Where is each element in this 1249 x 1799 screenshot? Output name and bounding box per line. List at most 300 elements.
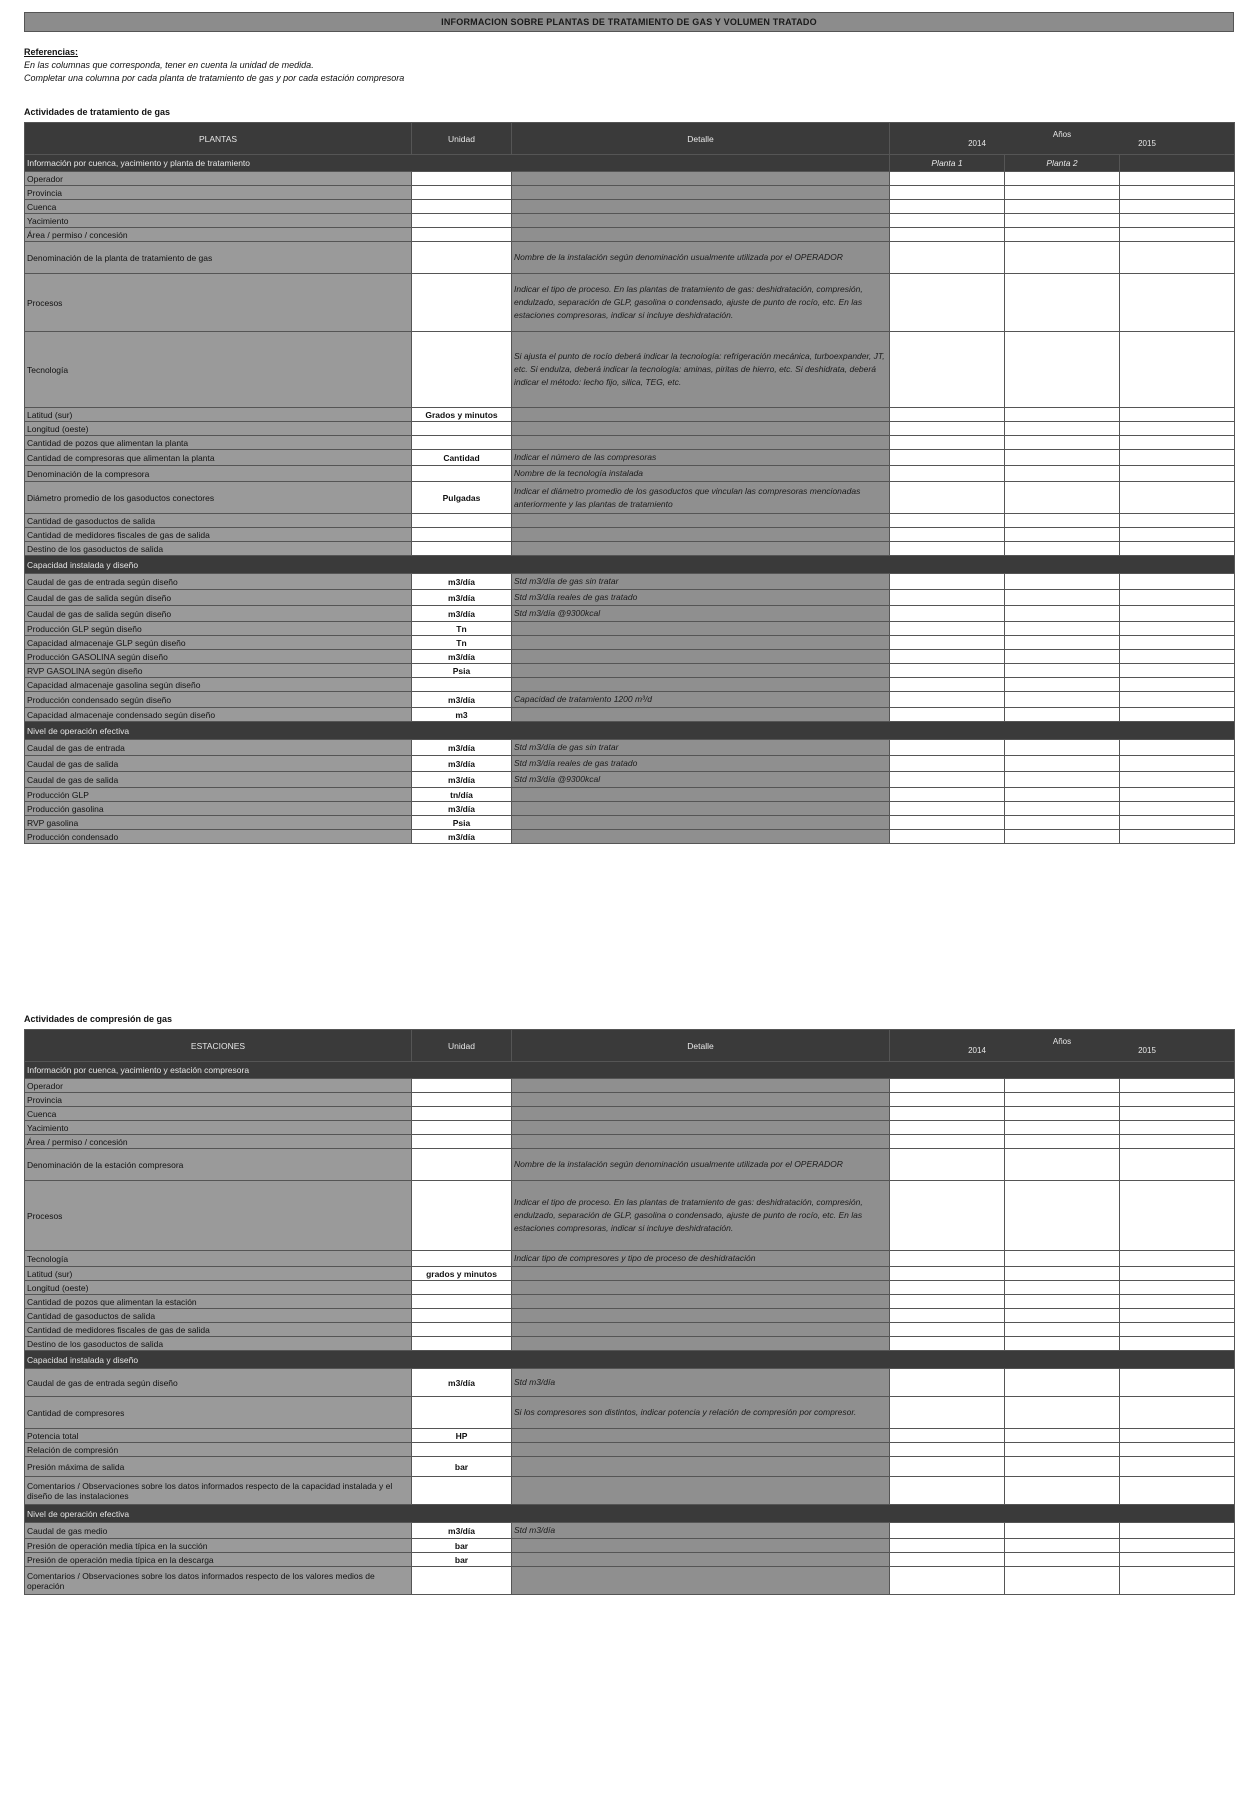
data-entry-cell[interactable] bbox=[890, 622, 1005, 636]
unit-cell: Pulgadas bbox=[412, 482, 512, 514]
unit-cell bbox=[412, 214, 512, 228]
unit-cell bbox=[412, 678, 512, 692]
data-entry-cell[interactable] bbox=[1120, 678, 1235, 692]
data-entry-cell[interactable] bbox=[1120, 1251, 1235, 1267]
detail-cell bbox=[512, 1553, 890, 1567]
detail-cell bbox=[512, 830, 890, 844]
row-label: Potencia total bbox=[25, 1429, 412, 1443]
data-entry-cell[interactable] bbox=[890, 214, 1005, 228]
data-entry-cell[interactable] bbox=[890, 1121, 1005, 1135]
data-entry-cell[interactable] bbox=[1005, 692, 1120, 708]
data-entry-cell[interactable] bbox=[1120, 228, 1235, 242]
detail-cell: Std m3/día de gas sin tratar bbox=[512, 574, 890, 590]
data-entry-cell[interactable] bbox=[890, 1477, 1005, 1505]
data-entry-cell[interactable] bbox=[1005, 756, 1120, 772]
detail-cell: Std m3/día @9300kcal bbox=[512, 772, 890, 788]
detail-cell bbox=[512, 1107, 890, 1121]
data-entry-cell[interactable] bbox=[1005, 1397, 1120, 1429]
unit-cell bbox=[412, 466, 512, 482]
data-entry-cell[interactable] bbox=[1005, 1477, 1120, 1505]
data-entry-cell[interactable] bbox=[1120, 1567, 1235, 1595]
data-entry-cell[interactable] bbox=[1005, 802, 1120, 816]
data-entry-cell[interactable] bbox=[1120, 636, 1235, 650]
table-row bbox=[25, 708, 1235, 722]
row-label: Operador bbox=[25, 172, 412, 186]
data-entry-cell[interactable] bbox=[1005, 332, 1120, 408]
data-entry-cell[interactable] bbox=[1005, 816, 1120, 830]
data-entry-cell[interactable] bbox=[890, 636, 1005, 650]
data-entry-cell[interactable] bbox=[1120, 590, 1235, 606]
group-header-row bbox=[25, 556, 1235, 574]
row-label: Latitud (sur) bbox=[25, 408, 412, 422]
data-entry-cell[interactable] bbox=[1120, 1429, 1235, 1443]
detail-cell bbox=[512, 788, 890, 802]
year-2015-label: 2015 bbox=[1138, 138, 1156, 148]
data-entry-cell[interactable] bbox=[1120, 422, 1235, 436]
data-entry-cell[interactable] bbox=[890, 466, 1005, 482]
table-row bbox=[25, 1251, 1235, 1267]
data-entry-cell[interactable] bbox=[1005, 1079, 1120, 1093]
data-entry-cell[interactable] bbox=[1005, 228, 1120, 242]
data-entry-cell[interactable] bbox=[1005, 636, 1120, 650]
plant-2-header: Planta 2 bbox=[1005, 155, 1120, 172]
table-row bbox=[25, 422, 1235, 436]
data-entry-cell[interactable] bbox=[1120, 802, 1235, 816]
unit-cell bbox=[412, 1323, 512, 1337]
data-entry-cell[interactable] bbox=[1005, 408, 1120, 422]
data-entry-cell[interactable] bbox=[1120, 1309, 1235, 1323]
data-entry-cell[interactable] bbox=[1120, 200, 1235, 214]
row-label: Área / permiso / concesión bbox=[25, 228, 412, 242]
row-label: RVP gasolina bbox=[25, 816, 412, 830]
table-row bbox=[25, 1295, 1235, 1309]
data-entry-cell[interactable] bbox=[1120, 242, 1235, 274]
data-entry-cell[interactable] bbox=[1120, 436, 1235, 450]
data-entry-cell[interactable] bbox=[1120, 1281, 1235, 1295]
data-entry-cell[interactable] bbox=[1005, 574, 1120, 590]
section-spacer bbox=[24, 844, 1234, 1014]
unit-cell: bar bbox=[412, 1457, 512, 1477]
data-entry-cell[interactable] bbox=[890, 1079, 1005, 1093]
data-entry-cell[interactable] bbox=[1005, 1149, 1120, 1181]
row-label: Denominación de la planta de tratamiento de gas bbox=[25, 242, 412, 274]
data-entry-cell[interactable] bbox=[1120, 1181, 1235, 1251]
data-entry-cell[interactable] bbox=[1005, 466, 1120, 482]
detail-cell bbox=[512, 408, 890, 422]
data-entry-cell[interactable] bbox=[1005, 1539, 1120, 1553]
data-entry-cell[interactable] bbox=[1005, 186, 1120, 200]
data-entry-cell[interactable] bbox=[1005, 482, 1120, 514]
data-entry-cell[interactable] bbox=[890, 242, 1005, 274]
row-label: Cantidad de gasoductos de salida bbox=[25, 514, 412, 528]
data-entry-cell[interactable] bbox=[1005, 214, 1120, 228]
table-row bbox=[25, 1267, 1235, 1281]
data-entry-cell[interactable] bbox=[1120, 664, 1235, 678]
data-entry-cell[interactable] bbox=[1120, 622, 1235, 636]
detail-cell bbox=[512, 1079, 890, 1093]
data-entry-cell[interactable] bbox=[890, 1135, 1005, 1149]
table-subheader-row bbox=[25, 155, 1235, 172]
data-entry-cell[interactable] bbox=[1120, 692, 1235, 708]
table-row bbox=[25, 1553, 1235, 1567]
unit-cell: bar bbox=[412, 1539, 512, 1553]
group-header-row bbox=[25, 1351, 1235, 1369]
data-entry-cell[interactable] bbox=[890, 274, 1005, 332]
data-entry-cell[interactable] bbox=[890, 1337, 1005, 1351]
detail-cell bbox=[512, 228, 890, 242]
data-entry-cell[interactable] bbox=[1005, 622, 1120, 636]
data-entry-cell[interactable] bbox=[890, 186, 1005, 200]
data-entry-cell[interactable] bbox=[1120, 1121, 1235, 1135]
data-entry-cell[interactable] bbox=[1120, 830, 1235, 844]
data-entry-cell[interactable] bbox=[1005, 1121, 1120, 1135]
data-entry-cell[interactable] bbox=[890, 200, 1005, 214]
data-entry-cell[interactable] bbox=[1005, 590, 1120, 606]
data-entry-cell[interactable] bbox=[890, 228, 1005, 242]
data-entry-cell[interactable] bbox=[1005, 1429, 1120, 1443]
unit-cell: m3/día bbox=[412, 756, 512, 772]
data-entry-cell[interactable] bbox=[1120, 1093, 1235, 1107]
data-entry-cell[interactable] bbox=[1005, 1443, 1120, 1457]
data-entry-cell[interactable] bbox=[890, 590, 1005, 606]
data-entry-cell[interactable] bbox=[890, 422, 1005, 436]
data-entry-cell[interactable] bbox=[890, 1309, 1005, 1323]
table-row bbox=[25, 1443, 1235, 1457]
table-row bbox=[25, 514, 1235, 528]
detail-column-header: Detalle bbox=[512, 1030, 890, 1062]
table-row bbox=[25, 274, 1235, 332]
unit-cell bbox=[412, 1397, 512, 1429]
data-entry-cell[interactable] bbox=[890, 542, 1005, 556]
data-entry-cell[interactable] bbox=[1120, 482, 1235, 514]
data-entry-cell[interactable] bbox=[1005, 1281, 1120, 1295]
data-entry-cell[interactable] bbox=[1005, 1369, 1120, 1397]
detail-cell bbox=[512, 1457, 890, 1477]
data-entry-cell[interactable] bbox=[890, 1295, 1005, 1309]
detail-cell bbox=[512, 214, 890, 228]
treatment-table bbox=[24, 122, 1235, 844]
row-label: Procesos bbox=[25, 1181, 412, 1251]
data-entry-cell[interactable] bbox=[1005, 1181, 1120, 1251]
data-entry-cell[interactable] bbox=[890, 1539, 1005, 1553]
data-entry-cell[interactable] bbox=[1120, 172, 1235, 186]
row-label: Provincia bbox=[25, 186, 412, 200]
table-row bbox=[25, 740, 1235, 756]
data-entry-cell[interactable] bbox=[1120, 574, 1235, 590]
data-entry-cell[interactable] bbox=[1120, 1079, 1235, 1093]
references-line: Completar una columna por cada planta de tratamiento de gas y por cada estación compresora bbox=[24, 73, 405, 83]
data-entry-cell[interactable] bbox=[890, 1093, 1005, 1107]
unit-cell: m3/día bbox=[412, 830, 512, 844]
detail-cell bbox=[512, 678, 890, 692]
data-entry-cell[interactable] bbox=[1005, 514, 1120, 528]
data-entry-cell[interactable] bbox=[890, 1369, 1005, 1397]
data-entry-cell[interactable] bbox=[1120, 606, 1235, 622]
years-column-header bbox=[890, 1030, 1235, 1062]
data-entry-cell[interactable] bbox=[890, 830, 1005, 844]
data-entry-cell[interactable] bbox=[1120, 772, 1235, 788]
table-row bbox=[25, 574, 1235, 590]
data-entry-cell[interactable] bbox=[1120, 1443, 1235, 1457]
data-entry-cell[interactable] bbox=[1005, 740, 1120, 756]
data-entry-cell[interactable] bbox=[890, 1149, 1005, 1181]
data-entry-cell[interactable] bbox=[1120, 186, 1235, 200]
data-entry-cell[interactable] bbox=[1120, 514, 1235, 528]
unit-cell: m3/día bbox=[412, 772, 512, 788]
data-entry-cell[interactable] bbox=[890, 1281, 1005, 1295]
data-entry-cell[interactable] bbox=[1005, 1107, 1120, 1121]
data-entry-cell[interactable] bbox=[1005, 436, 1120, 450]
data-entry-cell[interactable] bbox=[1005, 650, 1120, 664]
data-entry-cell[interactable] bbox=[890, 692, 1005, 708]
unit-cell: m3 bbox=[412, 708, 512, 722]
data-entry-cell[interactable] bbox=[1005, 1457, 1120, 1477]
table-row bbox=[25, 1369, 1235, 1397]
row-label: Cantidad de pozos que alimentan la estación bbox=[25, 1295, 412, 1309]
data-entry-cell[interactable] bbox=[1005, 1523, 1120, 1539]
detail-cell: Si los compresores son distintos, indicar potencia y relación de compresión por compresor. bbox=[512, 1397, 890, 1429]
data-entry-cell[interactable] bbox=[890, 1553, 1005, 1567]
data-entry-cell[interactable] bbox=[890, 708, 1005, 722]
table-row bbox=[25, 1477, 1235, 1505]
compression-section-title: Actividades de compresión de gas bbox=[24, 1014, 173, 1024]
data-entry-cell[interactable] bbox=[1120, 1553, 1235, 1567]
data-entry-cell[interactable] bbox=[890, 606, 1005, 622]
data-entry-cell[interactable] bbox=[1005, 1323, 1120, 1337]
table-row bbox=[25, 1523, 1235, 1539]
data-entry-cell[interactable] bbox=[1005, 450, 1120, 466]
unit-cell: Psia bbox=[412, 664, 512, 678]
data-entry-cell[interactable] bbox=[1005, 664, 1120, 678]
data-entry-cell[interactable] bbox=[1120, 1369, 1235, 1397]
unit-cell bbox=[412, 242, 512, 274]
group-header-row bbox=[25, 722, 1235, 740]
table-row bbox=[25, 436, 1235, 450]
data-entry-cell[interactable] bbox=[1005, 542, 1120, 556]
row-label: Producción GASOLINA según diseño bbox=[25, 650, 412, 664]
data-entry-cell[interactable] bbox=[1120, 528, 1235, 542]
data-entry-cell[interactable] bbox=[1120, 1149, 1235, 1181]
data-entry-cell[interactable] bbox=[1120, 1457, 1235, 1477]
row-label: Diámetro promedio de los gasoductos conectores bbox=[25, 482, 412, 514]
data-entry-cell[interactable] bbox=[1005, 708, 1120, 722]
detail-cell: Std m3/día bbox=[512, 1523, 890, 1539]
unit-cell bbox=[412, 1121, 512, 1135]
data-entry-cell[interactable] bbox=[890, 1457, 1005, 1477]
data-entry-cell[interactable] bbox=[890, 772, 1005, 788]
data-entry-cell[interactable] bbox=[1005, 788, 1120, 802]
row-label: Comentarios / Observaciones sobre los datos informados respecto de los valores medios de operación bbox=[25, 1567, 412, 1595]
data-entry-cell[interactable] bbox=[1005, 1309, 1120, 1323]
data-entry-cell[interactable] bbox=[1120, 788, 1235, 802]
data-entry-cell[interactable] bbox=[890, 574, 1005, 590]
unit-cell: Tn bbox=[412, 636, 512, 650]
row-label: Caudal de gas de salida según diseño bbox=[25, 590, 412, 606]
data-entry-cell[interactable] bbox=[890, 482, 1005, 514]
data-entry-cell[interactable] bbox=[890, 172, 1005, 186]
data-entry-cell[interactable] bbox=[1120, 708, 1235, 722]
data-entry-cell[interactable] bbox=[1120, 214, 1235, 228]
data-entry-cell[interactable] bbox=[890, 1443, 1005, 1457]
detail-cell bbox=[512, 816, 890, 830]
data-entry-cell[interactable] bbox=[1005, 1267, 1120, 1281]
data-entry-cell[interactable] bbox=[1120, 816, 1235, 830]
row-label: Cantidad de pozos que alimentan la planta bbox=[25, 436, 412, 450]
data-entry-cell[interactable] bbox=[890, 1267, 1005, 1281]
data-entry-cell[interactable] bbox=[890, 802, 1005, 816]
data-entry-cell[interactable] bbox=[890, 1397, 1005, 1429]
unit-cell bbox=[412, 1295, 512, 1309]
data-entry-cell[interactable] bbox=[1120, 1267, 1235, 1281]
data-entry-cell[interactable] bbox=[1005, 1553, 1120, 1567]
detail-cell: Nombre de la tecnología instalada bbox=[512, 466, 890, 482]
data-entry-cell[interactable] bbox=[1005, 1337, 1120, 1351]
data-entry-cell[interactable] bbox=[1120, 274, 1235, 332]
data-entry-cell[interactable] bbox=[890, 514, 1005, 528]
row-label: Relación de compresión bbox=[25, 1443, 412, 1457]
data-entry-cell[interactable] bbox=[890, 1567, 1005, 1595]
data-entry-cell[interactable] bbox=[890, 332, 1005, 408]
row-label: Caudal de gas de entrada bbox=[25, 740, 412, 756]
data-entry-cell[interactable] bbox=[1120, 1295, 1235, 1309]
data-entry-cell[interactable] bbox=[1005, 172, 1120, 186]
data-entry-cell[interactable] bbox=[1005, 274, 1120, 332]
unit-cell: m3/día bbox=[412, 740, 512, 756]
detail-cell bbox=[512, 636, 890, 650]
document-banner: INFORMACION SOBRE PLANTAS DE TRATAMIENTO DE GAS Y VOLUMEN TRATADO bbox=[24, 12, 1234, 32]
table-row bbox=[25, 606, 1235, 622]
table-row bbox=[25, 186, 1235, 200]
data-entry-cell[interactable] bbox=[1120, 332, 1235, 408]
data-entry-cell[interactable] bbox=[890, 1107, 1005, 1121]
data-entry-cell[interactable] bbox=[1120, 408, 1235, 422]
data-entry-cell[interactable] bbox=[890, 678, 1005, 692]
row-label: Caudal de gas de entrada según diseño bbox=[25, 1369, 412, 1397]
unit-cell: Psia bbox=[412, 816, 512, 830]
data-entry-cell[interactable] bbox=[1120, 1477, 1235, 1505]
row-label: Caudal de gas de salida según diseño bbox=[25, 606, 412, 622]
data-entry-cell[interactable] bbox=[1120, 1397, 1235, 1429]
group-header: Capacidad instalada y diseño bbox=[25, 1351, 1235, 1369]
data-entry-cell[interactable] bbox=[890, 740, 1005, 756]
data-entry-cell[interactable] bbox=[890, 650, 1005, 664]
detail-cell bbox=[512, 514, 890, 528]
unit-cell bbox=[412, 186, 512, 200]
data-entry-cell[interactable] bbox=[890, 1181, 1005, 1251]
data-entry-cell[interactable] bbox=[1120, 1337, 1235, 1351]
stations-column-header: ESTACIONES bbox=[25, 1030, 412, 1062]
row-label: Cantidad de compresoras que alimentan la planta bbox=[25, 450, 412, 466]
table-row bbox=[25, 1323, 1235, 1337]
data-entry-cell[interactable] bbox=[1005, 1135, 1120, 1149]
data-entry-cell[interactable] bbox=[1005, 678, 1120, 692]
table-header-row bbox=[25, 1030, 1235, 1062]
data-entry-cell[interactable] bbox=[1120, 1323, 1235, 1337]
years-column-header bbox=[890, 123, 1235, 155]
data-entry-cell[interactable] bbox=[1005, 830, 1120, 844]
data-entry-cell[interactable] bbox=[1005, 1093, 1120, 1107]
data-entry-cell[interactable] bbox=[1120, 450, 1235, 466]
data-entry-cell[interactable] bbox=[1005, 772, 1120, 788]
data-entry-cell[interactable] bbox=[1120, 756, 1235, 772]
data-entry-cell[interactable] bbox=[1120, 1539, 1235, 1553]
data-entry-cell[interactable] bbox=[1005, 1567, 1120, 1595]
row-label: Yacimiento bbox=[25, 214, 412, 228]
unit-cell: Tn bbox=[412, 622, 512, 636]
row-label: Operador bbox=[25, 1079, 412, 1093]
table-row bbox=[25, 1567, 1235, 1595]
data-entry-cell[interactable] bbox=[890, 788, 1005, 802]
data-entry-cell[interactable] bbox=[1120, 1107, 1235, 1121]
table-row bbox=[25, 200, 1235, 214]
table-row bbox=[25, 1093, 1235, 1107]
detail-cell bbox=[512, 622, 890, 636]
unit-cell bbox=[412, 514, 512, 528]
data-entry-cell[interactable] bbox=[890, 450, 1005, 466]
detail-cell bbox=[512, 1121, 890, 1135]
detail-cell: Indicar el tipo de proceso. En las plantas de tratamiento de gas: deshidratación, compresión, endulzado, separación de GLP, gasolina o condensado, ajuste de punto de rocío, etc. En las estaciones compresoras, indicar si incluye deshidratación. bbox=[512, 1181, 890, 1251]
unit-cell bbox=[412, 332, 512, 408]
detail-cell: Indicar el número de las compresoras bbox=[512, 450, 890, 466]
unit-column-header: Unidad bbox=[412, 123, 512, 155]
detail-cell bbox=[512, 542, 890, 556]
table-row bbox=[25, 1107, 1235, 1121]
table-row bbox=[25, 466, 1235, 482]
unit-cell bbox=[412, 436, 512, 450]
data-entry-cell[interactable] bbox=[1005, 1251, 1120, 1267]
unit-cell: m3/día bbox=[412, 650, 512, 664]
plant-3-header bbox=[1120, 155, 1235, 172]
detail-cell bbox=[512, 1539, 890, 1553]
data-entry-cell[interactable] bbox=[1005, 200, 1120, 214]
data-entry-cell[interactable] bbox=[1120, 740, 1235, 756]
detail-cell bbox=[512, 708, 890, 722]
data-entry-cell[interactable] bbox=[1005, 606, 1120, 622]
data-entry-cell[interactable] bbox=[890, 1323, 1005, 1337]
detail-cell bbox=[512, 186, 890, 200]
data-entry-cell[interactable] bbox=[890, 1523, 1005, 1539]
data-entry-cell[interactable] bbox=[890, 756, 1005, 772]
data-entry-cell[interactable] bbox=[890, 1429, 1005, 1443]
data-entry-cell[interactable] bbox=[1005, 528, 1120, 542]
data-entry-cell[interactable] bbox=[1120, 1135, 1235, 1149]
data-entry-cell[interactable] bbox=[1005, 242, 1120, 274]
row-label: Denominación de la compresora bbox=[25, 466, 412, 482]
detail-cell: Si ajusta el punto de rocío deberá indicar la tecnología: refrigeración mecánica, turboexpander, JT, etc. Si endulza, deberá indicar la tecnología: aminas, piritas de hierro, etc. Si deshidrata, deberá indicar el método: lecho fijo, silica, TEG, etc. bbox=[512, 332, 890, 408]
data-entry-cell[interactable] bbox=[1120, 466, 1235, 482]
data-entry-cell[interactable] bbox=[1120, 542, 1235, 556]
data-entry-cell[interactable] bbox=[890, 528, 1005, 542]
unit-cell: m3/día bbox=[412, 692, 512, 708]
data-entry-cell[interactable] bbox=[890, 1251, 1005, 1267]
table-row bbox=[25, 802, 1235, 816]
data-entry-cell[interactable] bbox=[1005, 1295, 1120, 1309]
data-entry-cell[interactable] bbox=[890, 664, 1005, 678]
unit-cell bbox=[412, 542, 512, 556]
detail-cell bbox=[512, 1429, 890, 1443]
group-header-row bbox=[25, 1505, 1235, 1523]
detail-cell bbox=[512, 1477, 890, 1505]
data-entry-cell[interactable] bbox=[890, 816, 1005, 830]
data-entry-cell[interactable] bbox=[1005, 422, 1120, 436]
data-entry-cell[interactable] bbox=[890, 408, 1005, 422]
row-label: Caudal de gas medio bbox=[25, 1523, 412, 1539]
detail-cell bbox=[512, 1567, 890, 1595]
data-entry-cell[interactable] bbox=[1120, 650, 1235, 664]
data-entry-cell[interactable] bbox=[890, 436, 1005, 450]
data-entry-cell[interactable] bbox=[1120, 1523, 1235, 1539]
group-header: Nivel de operación efectiva bbox=[25, 722, 1235, 740]
